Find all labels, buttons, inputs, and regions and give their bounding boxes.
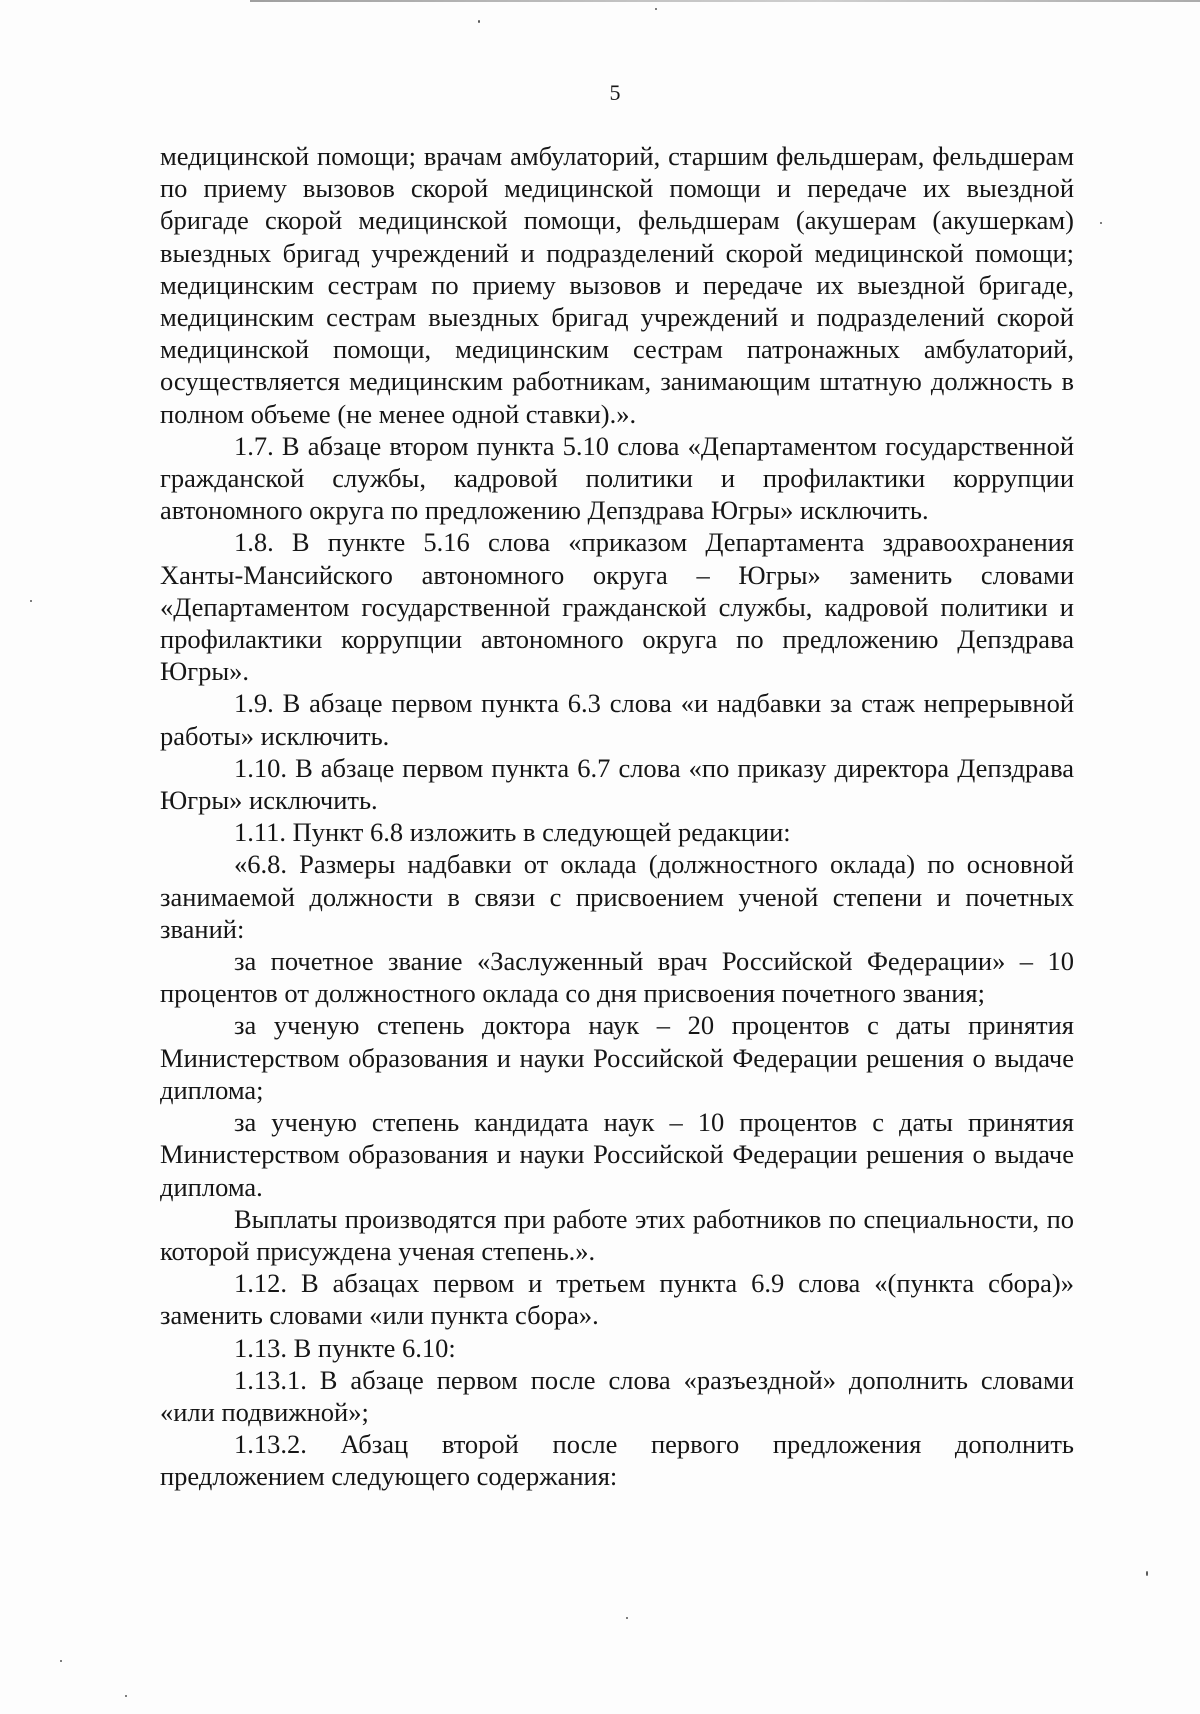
scan-edge-line: [250, 0, 1200, 2]
scan-speck: [60, 1660, 62, 1662]
scan-speck: [655, 8, 657, 10]
paragraph-honorary-title: за почетное звание «Заслуженный врач Российской Федерации» – 10 процентов от должностного оклада со дня присвоения почетного звания;: [160, 946, 1074, 1009]
paragraph-doctor-degree: за ученую степень доктора наук – 20 процентов с даты принятия Министерством образования и науки Российской Федерации решения о выдаче диплома;: [160, 1010, 1074, 1105]
paragraph-1-9: 1.9. В абзаце первом пункта 6.3 слова «и надбавки за стаж непрерывной работы» исключить.: [160, 688, 1074, 751]
paragraph-1-10: 1.10. В абзаце первом пункта 6.7 слова «по приказу директора Депздрава Югры» исключить.: [160, 752, 1074, 816]
paragraph-1-13-1: 1.13.1. В абзаце первом после слова «разъездной» дополнить словами «или подвижной»;: [160, 1364, 1074, 1427]
scan-speck: [125, 1695, 127, 1697]
paragraph-1-11: 1.11. Пункт 6.8 изложить в следующей редакции:: [234, 817, 791, 848]
scan-speck: [626, 1617, 628, 1619]
paragraph-6-8: «6.8. Размеры надбавки от оклада (должностного оклада) по основной занимаемой должности в связи с присвоением ученой степени и почетных званий:: [160, 849, 1074, 944]
paragraph-payments: Выплаты производятся при работе этих работников по специальности, по которой присуждена ученая степень.».: [160, 1203, 1074, 1266]
scan-speck: [1100, 222, 1102, 224]
paragraph-1-13: 1.13. В пункте 6.10:: [234, 1332, 456, 1363]
scan-speck: [30, 600, 32, 602]
document-body: [160, 140, 1074, 1493]
paragraph-candidate-degree: за ученую степень кандидата наук – 10 процентов с даты принятия Министерством образования и науки Российской Федерации решения о выдаче диплома.: [160, 1107, 1074, 1202]
paragraph-1-13-2: 1.13.2. Абзац второй после первого предложения дополнить предложением следующего содержания:: [160, 1429, 1074, 1492]
scan-speck: [478, 20, 480, 23]
paragraph-1-12: 1.12. В абзацах первом и третьем пункта 6.9 слова «(пункта сбора)» заменить словами «или пункта сбора».: [160, 1268, 1074, 1331]
scan-speck: [1146, 1571, 1148, 1576]
paragraph-1-8: 1.8. В пункте 5.16 слова «приказом Департамента здравоохранения Ханты-Мансийского автономного округа – Югры» заменить словами «Департаментом государственной гражданской службы, кадровой политики и профилактики коррупции автономного округа по предложению Депздрава Югры».: [160, 527, 1074, 687]
page-number: 5: [609, 80, 621, 105]
paragraph-1-7: 1.7. В абзаце втором пункта 5.10 слова «Департаментом государственной гражданской службы, кадровой политики и профилактики коррупции автономного округа по предложению Депздрава Югры» исключить.: [160, 430, 1074, 526]
paragraph-continuation: медицинской помощи; врачам амбулаторий, старшим фельдшерам, фельдшерам по приему вызовов скорой медицинской помощи и передаче их выездной бригаде скорой медицинской помощи, фельдшерам (акушерам (акушеркам) выездных бригад учреждений и подразделений скорой медицинской помощи; медицинским сестрам по приему вызовов и передаче их выездной бригаде, медицинским сестрам выездных бригад учреждений и подразделений скорой медицинской помощи, медицинским сестрам патронажных амбулаторий, осуществляется медицинским работникам, занимающим штатную должность в полном объеме (не менее одной ставки).».: [160, 141, 1074, 429]
